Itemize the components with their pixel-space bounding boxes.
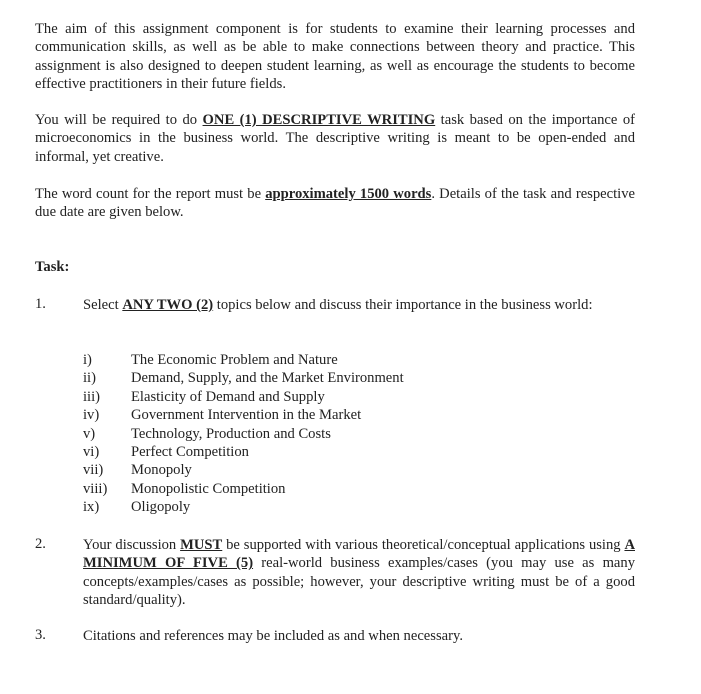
requirement-highlight: ONE (1) DESCRIPTIVE WRITING [202, 112, 436, 128]
task-item-1-number: 1. [35, 296, 46, 312]
word-count-highlight: approximately 1500 words [265, 186, 432, 202]
word-count-text-pre: The word count for the report must be [35, 186, 266, 202]
intro-aim-text: The aim of this assignment component is for students to examine their learning processes and communication skills, as well as be able to make connections between theory and practice. This assignment is also designed to deepen student learning, as well as encourage the students to become effective practitioners in their future fields. [35, 21, 635, 93]
topic-label: Elasticity of Demand and Supply [131, 388, 325, 405]
topic-numeral: ix) [83, 499, 100, 516]
topic-label: Monopolistic Competition [131, 480, 286, 497]
word-count-text-post: . Details of the task and respective due date are given below. [35, 186, 635, 221]
requirement-text-post: task based on the importance of microeconomics in the business world. The descriptive writing is meant to be open-ended and informal, yet creative. [35, 112, 635, 165]
topic-numeral: iii) [83, 388, 101, 405]
topic-list-item [83, 461, 404, 479]
topic-list-item [83, 369, 404, 387]
topic-numeral: iv) [83, 407, 100, 424]
item-2-text-pre: Your discussion [83, 537, 181, 553]
topic-list [83, 351, 404, 517]
topic-numeral: vi) [83, 444, 100, 461]
intro-paragraph-word-count [35, 185, 635, 222]
topic-list-item [83, 480, 404, 498]
topic-list-item [83, 443, 404, 461]
topic-numeral: i) [83, 352, 92, 368]
topic-list-item [83, 351, 404, 369]
topic-numeral: v) [83, 425, 96, 442]
requirement-text-pre: You will be required to do [35, 112, 203, 128]
topic-numeral: vii) [83, 462, 104, 479]
topic-list-item [83, 406, 404, 424]
item-1-text-pre: Select [83, 297, 123, 313]
item-2-text-post: real-world business examples/cases (you may use as many concepts/examples/cases as possible; however, your descriptive writing must be of a good standard/quality). [83, 555, 635, 609]
topic-list-item [83, 388, 404, 406]
item-2-text-mid: be supported with various theoretical/conceptual applications using [222, 537, 625, 553]
topic-list-item [83, 425, 404, 443]
topic-numeral: viii) [83, 480, 108, 497]
item-1-text-post: topics below and discuss their importance in the business world: [213, 297, 593, 313]
item-1-highlight: ANY TWO (2) [122, 297, 214, 313]
task-item-2-number: 2. [35, 536, 46, 552]
item-2-highlight-must: MUST [180, 537, 223, 553]
intro-paragraph-requirement [35, 111, 635, 166]
topic-label: Technology, Production and Costs [131, 425, 331, 442]
topic-numeral: ii) [83, 370, 96, 387]
topic-label: Government Intervention in the Market [131, 407, 362, 424]
topic-label: Perfect Competition [131, 444, 249, 461]
task-item-2-text [83, 536, 635, 610]
topic-label: Demand, Supply, and the Market Environment [131, 370, 404, 387]
task-heading: Task: [35, 259, 70, 275]
task-item-3-number: 3. [35, 627, 46, 643]
task-item-1-text [83, 296, 635, 314]
topic-label: Monopoly [131, 462, 192, 479]
topic-list-item [83, 498, 404, 516]
task-item-3-text: Citations and references may be included as and when necessary. [83, 628, 463, 644]
intro-paragraph-aim [35, 20, 635, 94]
topic-label: Oligopoly [131, 499, 191, 516]
item-2-highlight-minimum: A MINIMUM OF FIVE (5) [83, 537, 635, 572]
topic-label: The Economic Problem and Nature [131, 352, 338, 368]
